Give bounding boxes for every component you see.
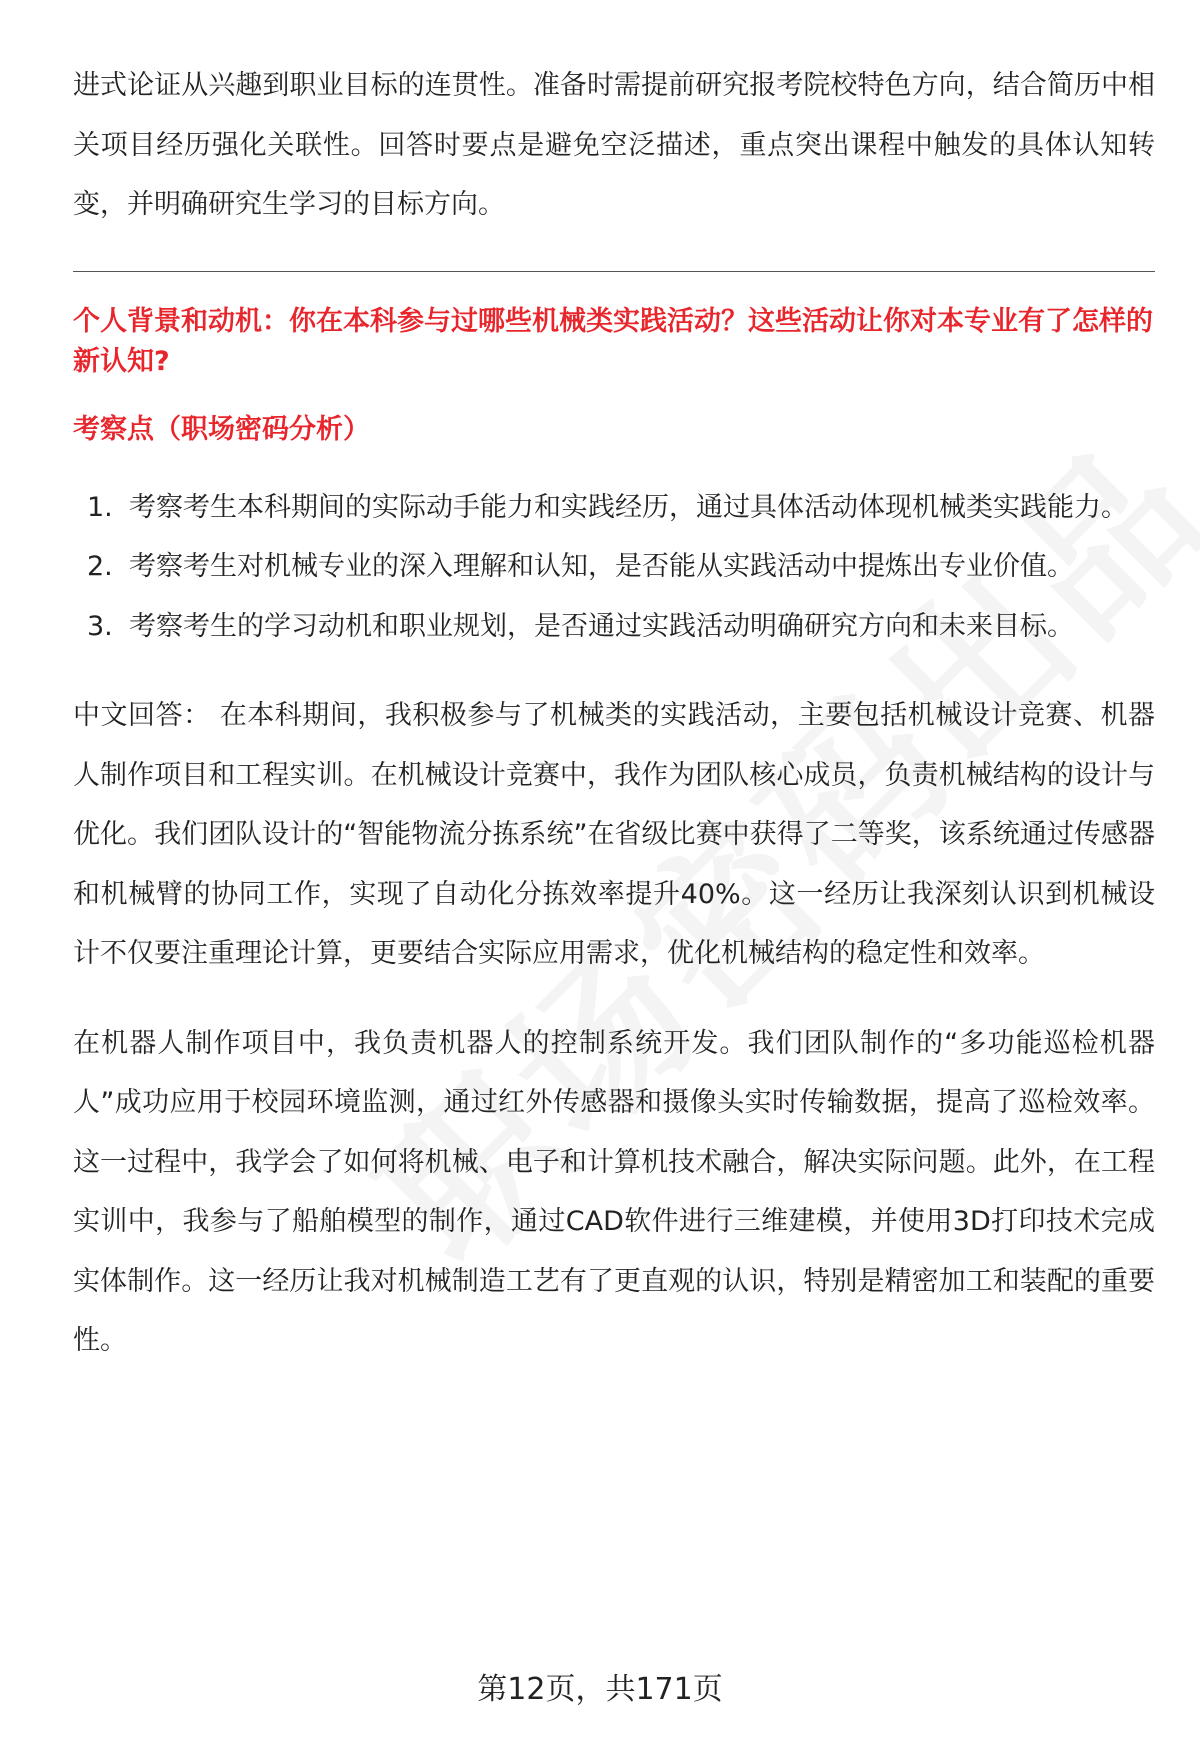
answer-paragraph-1: 中文回答： 在本科期间，我积极参与了机械类的实践活动，主要包括机械设计竞赛、机器人制作项目和工程实训。在机械设计竞赛中，我作为团队核心成员，负责机械结构的设计与优化。我们团队设计的“智能物流分拣系统”在省级比赛中获得了二等奖，该系统通过传感器和机械臂的协同工作，实现了自动化分拣效率提升40%。这一经历让我深刻认识到机械设计不仅要注重理论计算，更要结合实际应用需求，优化机械结构的稳定性和效率。	[73, 700, 1155, 969]
list-item-text: 考察考生本科期间的实际动手能力和实践经历，通过具体活动体现机械类实践能力。	[129, 491, 1128, 523]
intro-paragraph: 进式论证从兴趣到职业目标的连贯性。准备时需提前研究报考院校特色方向，结合简历中相关项目经历强化关联性。回答时要点是避免空泛描述，重点突出课程中触发的具体认知转变，并明确研究生学习的目标方向。	[73, 70, 1155, 220]
evaluation-points-list	[73, 478, 1155, 657]
list-item	[73, 478, 1155, 538]
question-heading: 个人背景和动机：你在本科参与过哪些机械类实践活动？这些活动让你对本专业有了怎样的新认知?	[73, 305, 1153, 377]
list-item	[73, 597, 1155, 657]
document-page	[73, 56, 1155, 1371]
section-divider	[73, 271, 1155, 272]
answer-paragraph-2: 在机器人制作项目中，我负责机器人的控制系统开发。我们团队制作的“多功能巡检机器人”成功应用于校园环境监测，通过红外传感器和摄像头实时传输数据，提高了巡检效率。这一过程中，我学会了如何将机械、电子和计算机技术融合，解决实际问题。此外，在工程实训中，我参与了船舶模型的制作，通过CAD软件进行三维建模，并使用3D打印技术完成实体制作。这一经历让我对机械制造工艺有了更直观的认识，特别是精密加工和装配的重要性。	[73, 1027, 1155, 1356]
list-item-text: 考察考生的学习动机和职业规划，是否通过实践活动明确研究方向和未来目标。	[129, 610, 1074, 642]
list-item-number: 2.	[87, 551, 113, 582]
list-item-number: 3.	[87, 610, 113, 642]
list-item-number: 1.	[87, 491, 113, 523]
page-footer: 第12页，共171页	[477, 1672, 723, 1707]
list-item	[73, 537, 1155, 597]
evaluation-subheading: 考察点（职场密码分析）	[73, 413, 370, 445]
list-item-text: 考察考生对机械专业的深入理解和认知，是否能从实践活动中提炼出专业价值。	[129, 551, 1074, 582]
